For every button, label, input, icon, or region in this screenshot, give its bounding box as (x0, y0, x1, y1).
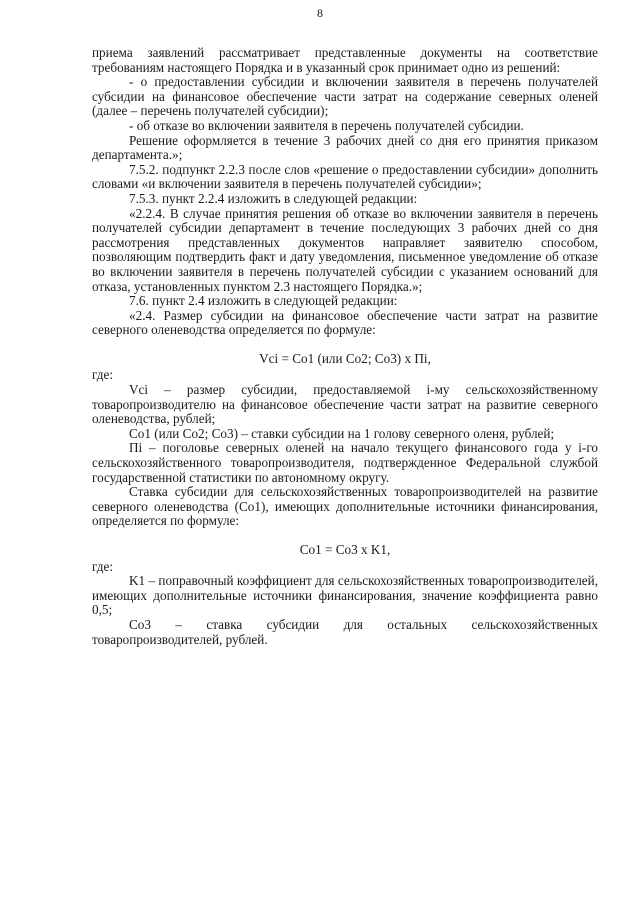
paragraph: «2.4. Размер субсидии на финансовое обеспечение части затрат на развитие северного оленеводства определяется по формуле: (92, 307, 598, 338)
paragraph: - об отказе во включении заявителя в перечень получателей субсидии. (129, 117, 524, 133)
paragraph: Решение оформляется в течение 3 рабочих дней со дня его принятия приказом департамента.»; (92, 132, 598, 163)
page-number: 8 (317, 6, 323, 20)
paragraph: - о предоставлении субсидии и включении заявителя в перечень получателей субсидии на финансовое обеспечение части затрат на содержание северных оленей (далее – перечень получателей субсидии); (92, 74, 598, 119)
paragraph: приема заявлений рассматривает представленные документы на соответствие требованиям настоящего Порядка и в указанный срок принимает одно из решений: (92, 45, 598, 75)
where-label: где: (92, 367, 113, 383)
paragraph: 7.6. пункт 2.4 изложить в следующей редакции: (129, 293, 398, 309)
paragraph: K1 – поправочный коэффициент для сельскохозяйственных товаропроизводителей, имеющих дополнительные источники финансирования, значение коэффициента равно 0,5; (92, 573, 598, 618)
paragraph: «2.2.4. В случае принятия решения об отказе во включении заявителя в перечень получателей субсидии департамент в течение последующих 3 рабочих дней со дня рассмотрения представленных документов направляет заявителю способом, позволяющим подтвердить факт и дату уведомления, письменное уведомление об отказе во включении заявителя в перечень получателей субсидии с указанием оснований для отказа, установленных пунктом 2.3 настоящего Порядка.»; (92, 205, 598, 294)
paragraph: Co1 (или Co2; Co3) – ставки субсидии на 1 голову северного оленя, рублей; (129, 425, 555, 441)
paragraph: Пi – поголовье северных оленей на начало текущего финансового года у i-го сельскохозяйственного товаропроизводителя, подтвержденное Федеральной службой государственной статистики по автономному округу. (92, 440, 598, 485)
paragraph: 7.5.3. пункт 2.2.4 изложить в следующей редакции: (129, 190, 418, 206)
paragraph: Ставка субсидии для сельскохозяйственных товаропроизводителей на развитие северного оленеводства (Co1), имеющих дополнительные источники финансирования, определяется по формуле: (92, 484, 598, 529)
where-label: где: (92, 558, 113, 574)
document-body (92, 46, 598, 647)
formula: Co1 = Co3 x K1, (299, 542, 391, 557)
paragraph: Vci – размер субсидии, предоставляемой i-му сельскохозяйственному товаропроизводителю на финансовое обеспечение части затрат на развитие северного оленеводства, рублей; (92, 382, 598, 427)
formula: Vci = Co1 (или Co2; Co3) x Пi, (259, 350, 431, 366)
paragraph: 7.5.2. подпункт 2.2.3 после слов «решение о предоставлении субсидии» дополнить словами «и включении заявителя в перечень получателей субсидии»; (92, 161, 598, 192)
paragraph: Co3 – ставка субсидии для остальных сельскохозяйственных товаропроизводителей, рублей. (92, 616, 598, 647)
